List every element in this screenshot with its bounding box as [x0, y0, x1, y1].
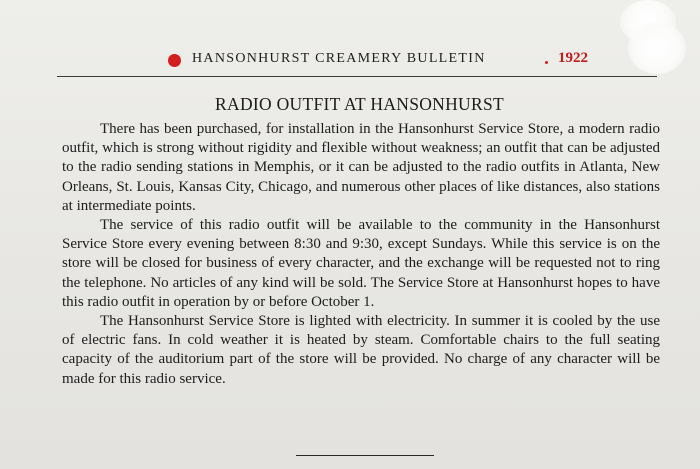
- article-paragraph: The Hansonhurst Service Store is lighted with electricity. In summer it is cooled by the use of electric fans. In cold weather it is heated by steam. Comfortable chairs to the full seating capacity of the auditorium part of the store will be provided. No charge of any character will be made for this radio service.: [62, 313, 660, 387]
- red-bullet-icon: [168, 54, 181, 67]
- article-paragraph: The service of this radio outfit will be available to the community in the Hansonhurst Service Store every evening between 8:30 and 9:30, except Sundays. While this service is on the store will be closed for business of every character, and the exchange will be requested not to ring the telephone. No articles of any kind will be sold. The Service Store at Hansonhurst hopes to have this radio outfit in operation by or before October 1.: [62, 217, 660, 310]
- article-body: [62, 120, 660, 389]
- header-divider: [57, 76, 657, 77]
- article-title: RADIO OUTFIT AT HANSONHURST: [215, 94, 504, 114]
- red-dot-icon: [545, 61, 548, 64]
- article-paragraph: There has been purchased, for installation in the Hansonhurst Service Store, a modern radio outfit, which is strong without rigidity and flexible without weakness; an outfit that can be adjusted to the radio sending stations in Memphis, or it can be adjusted to the radio outfits in Atlanta, New Orleans, St. Louis, Kansas City, Chicago, and numerous other places of like distances, also stations at intermediate points.: [62, 121, 660, 214]
- publication-title: HANSONHURST CREAMERY BULLETIN: [192, 51, 486, 66]
- publication-year: 1922: [558, 50, 588, 66]
- section-divider: [296, 455, 434, 456]
- bulletin-header: [0, 48, 700, 72]
